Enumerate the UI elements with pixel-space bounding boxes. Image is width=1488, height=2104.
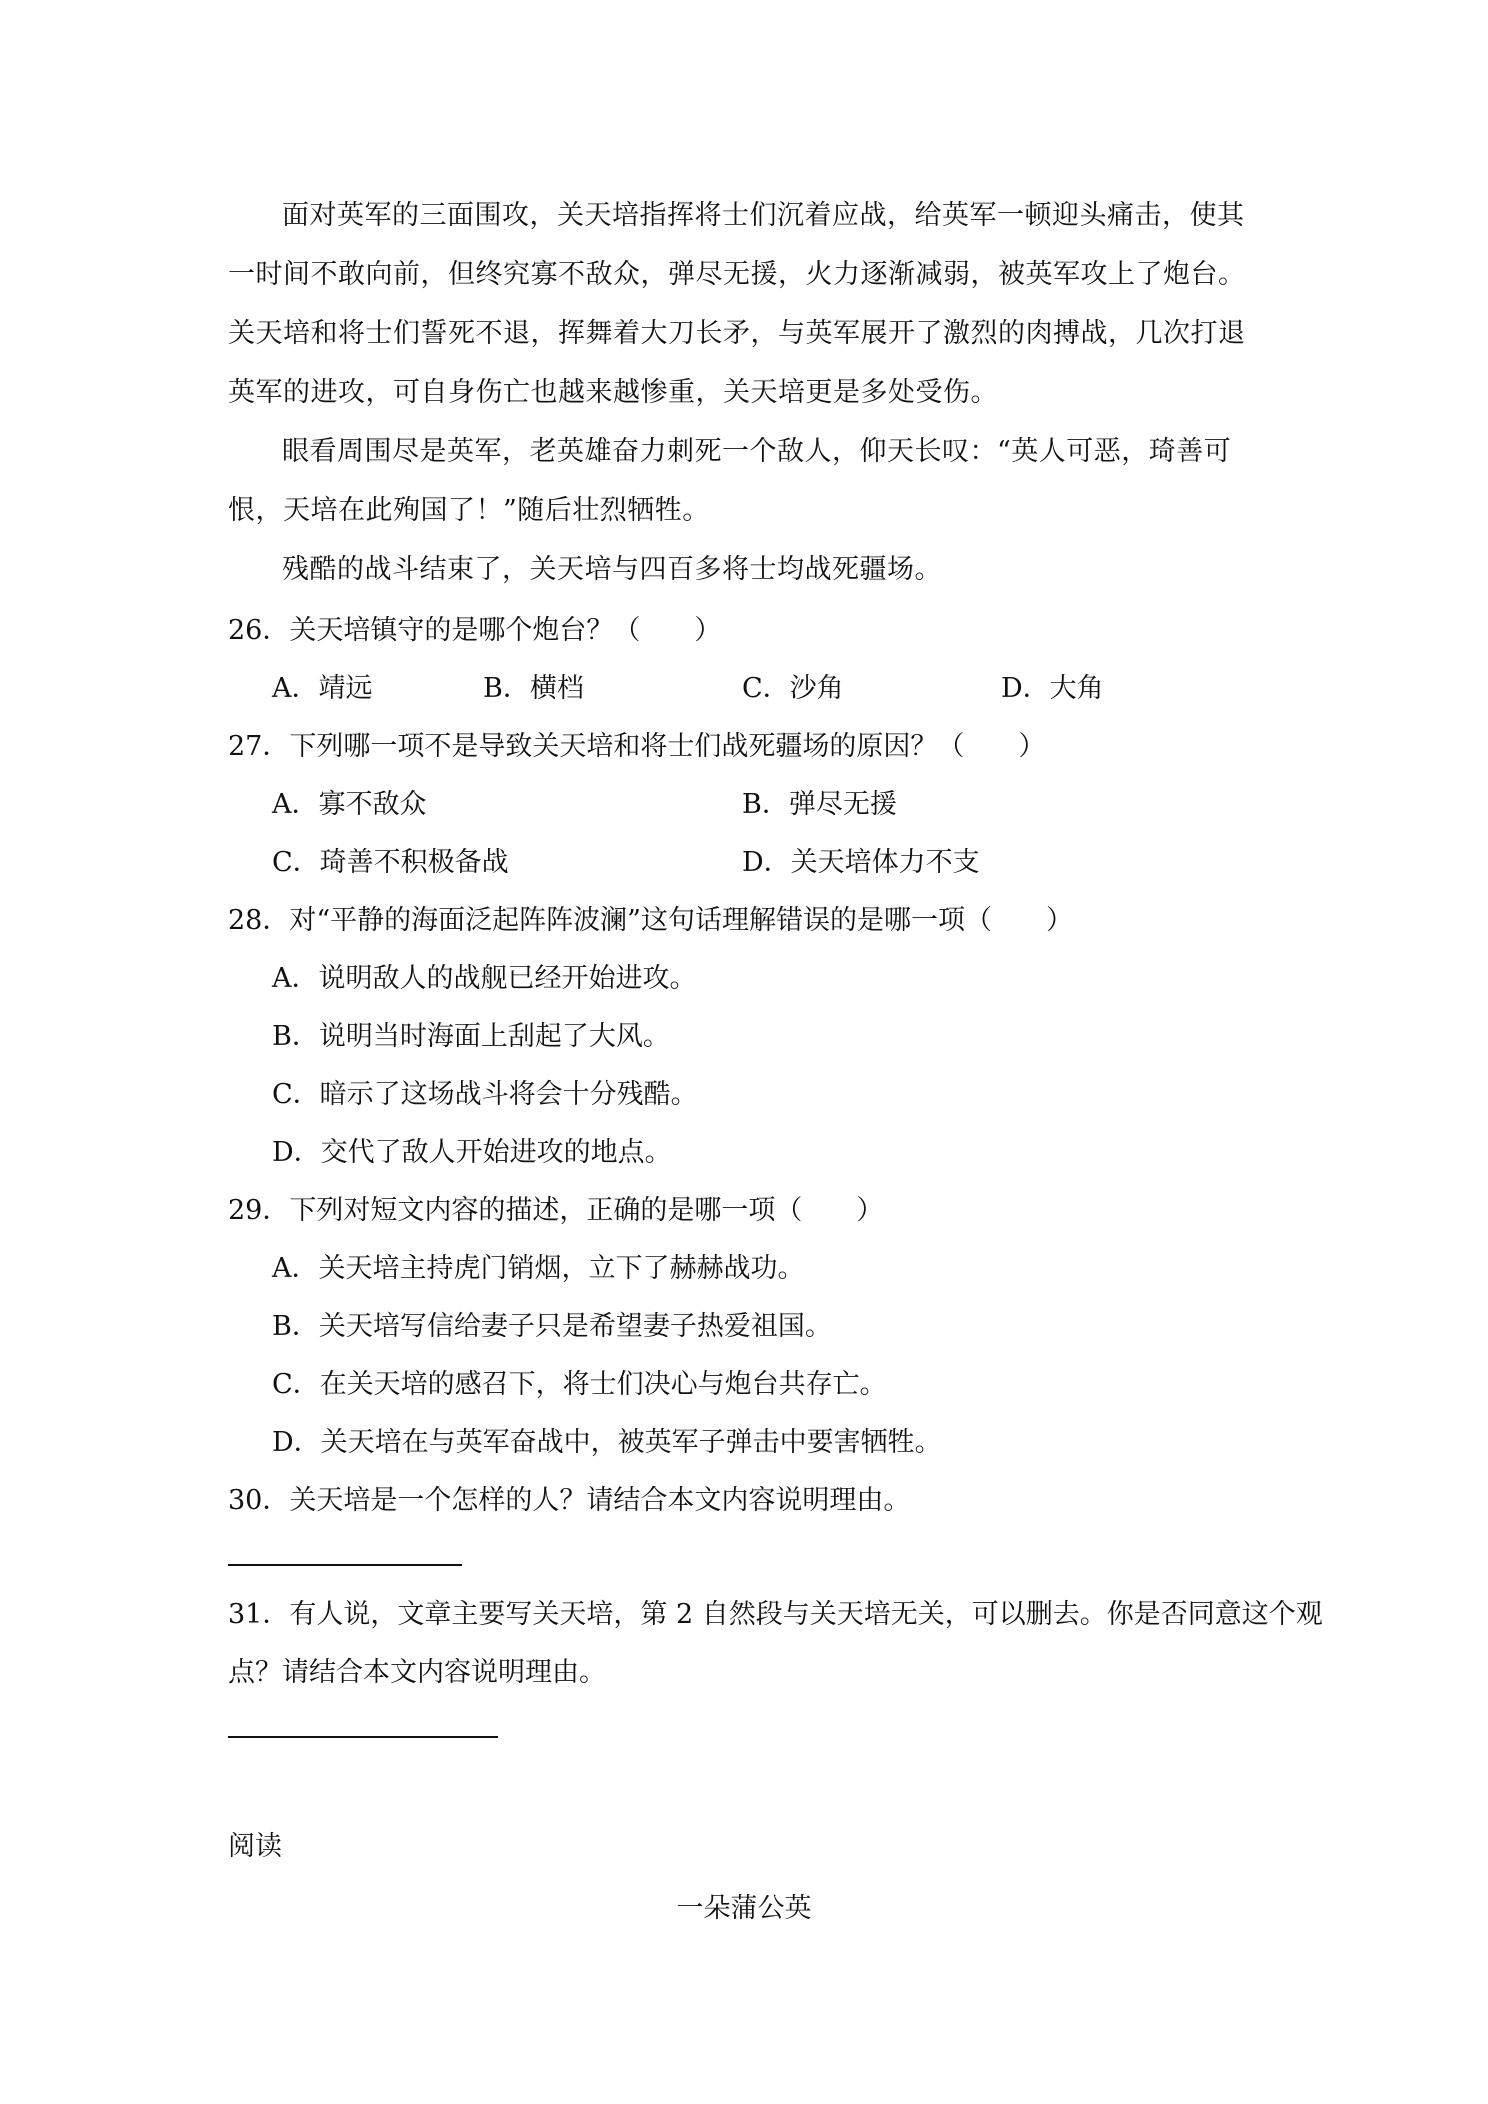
question-31-stem-line-1: 31．有人说，文章主要写关天培，第 2 自然段与关天培无关，可以删去。你是否同意这个观 — [228, 1599, 1323, 1630]
question-28-option-b: B．说明当时海面上刮起了大风。 — [272, 1021, 670, 1052]
question-27-stem: 27．下列哪一项不是导致关天培和将士们战死疆场的原因？（ ） — [228, 731, 1046, 762]
question-27-option-d: D．关天培体力不支 — [742, 847, 980, 878]
question-26-stem: 26．关天培镇守的是哪个炮台？（ ） — [228, 615, 722, 646]
question-27-option-b: B．弹尽无援 — [742, 789, 897, 820]
question-31-answer-line[interactable] — [228, 1736, 498, 1738]
question-28-option-a: A．说明敌人的战舰已经开始进攻。 — [272, 963, 697, 994]
question-30-answer-line[interactable] — [228, 1564, 462, 1566]
question-26-option-d: D．大角 — [1001, 673, 1104, 704]
question-28-option-d: D．交代了敌人开始进攻的地点。 — [272, 1137, 672, 1168]
question-31-stem-line-2: 点？请结合本文内容说明理由。 — [228, 1657, 606, 1688]
question-27-option-c: C．琦善不积极备战 — [272, 847, 509, 878]
question-28-stem: 28．对“平静的海面泛起阵阵波澜”这句话理解错误的是哪一项（ ） — [228, 905, 1073, 936]
passage-paragraph-2: 眼看周围尽是英军，老英雄奋力刺死一个敌人，仰天长叹：“英人可恶，琦善可恨，天培在此殉国了！”随后壮烈牺牲。 — [228, 436, 1232, 526]
question-29-option-d: D．关天培在与英军奋战中，被英军子弹击中要害牺牲。 — [272, 1427, 942, 1458]
question-30-stem: 30．关天培是一个怎样的人？请结合本文内容说明理由。 — [228, 1485, 911, 1516]
question-29-option-b: B．关天培写信给妻子只是希望妻子热爱祖国。 — [272, 1311, 832, 1342]
question-27-option-a: A．寡不敌众 — [272, 789, 427, 820]
passage-paragraph-3: 残酷的战斗结束了，关天培与四百多将士均战死疆场。 — [282, 554, 942, 585]
question-29-option-a: A．关天培主持虎门销烟，立下了赫赫战功。 — [272, 1253, 805, 1284]
section-title: 一朵蒲公英 — [676, 1893, 812, 1924]
section-label: 阅读 — [228, 1831, 282, 1862]
passage-paragraph-1: 面对英军的三面围攻，关天培指挥将士们沉着应战，给英军一顿迎头痛击，使其一时间不敢向前，但终究寡不敌众，弹尽无援，火力逐渐减弱，被英军攻上了炮台。关天培和将士们誓死不退，挥舞着大刀长矛，与英军展开了激烈的肉搏战，几次打退英军的进攻，可自身伤亡也越来越惨重，关天培更是多处受伤。 — [228, 200, 1246, 408]
question-26-option-c: C．沙角 — [742, 673, 844, 704]
question-29-stem: 29．下列对短文内容的描述，正确的是哪一项（ ） — [228, 1195, 884, 1226]
question-28-option-c: C．暗示了这场战斗将会十分残酷。 — [272, 1079, 698, 1110]
question-29-option-c: C．在关天培的感召下，将士们决心与炮台共存亡。 — [272, 1369, 887, 1400]
question-26-option-b: B．横档 — [483, 673, 584, 704]
question-26-option-a: A．靖远 — [272, 673, 373, 704]
